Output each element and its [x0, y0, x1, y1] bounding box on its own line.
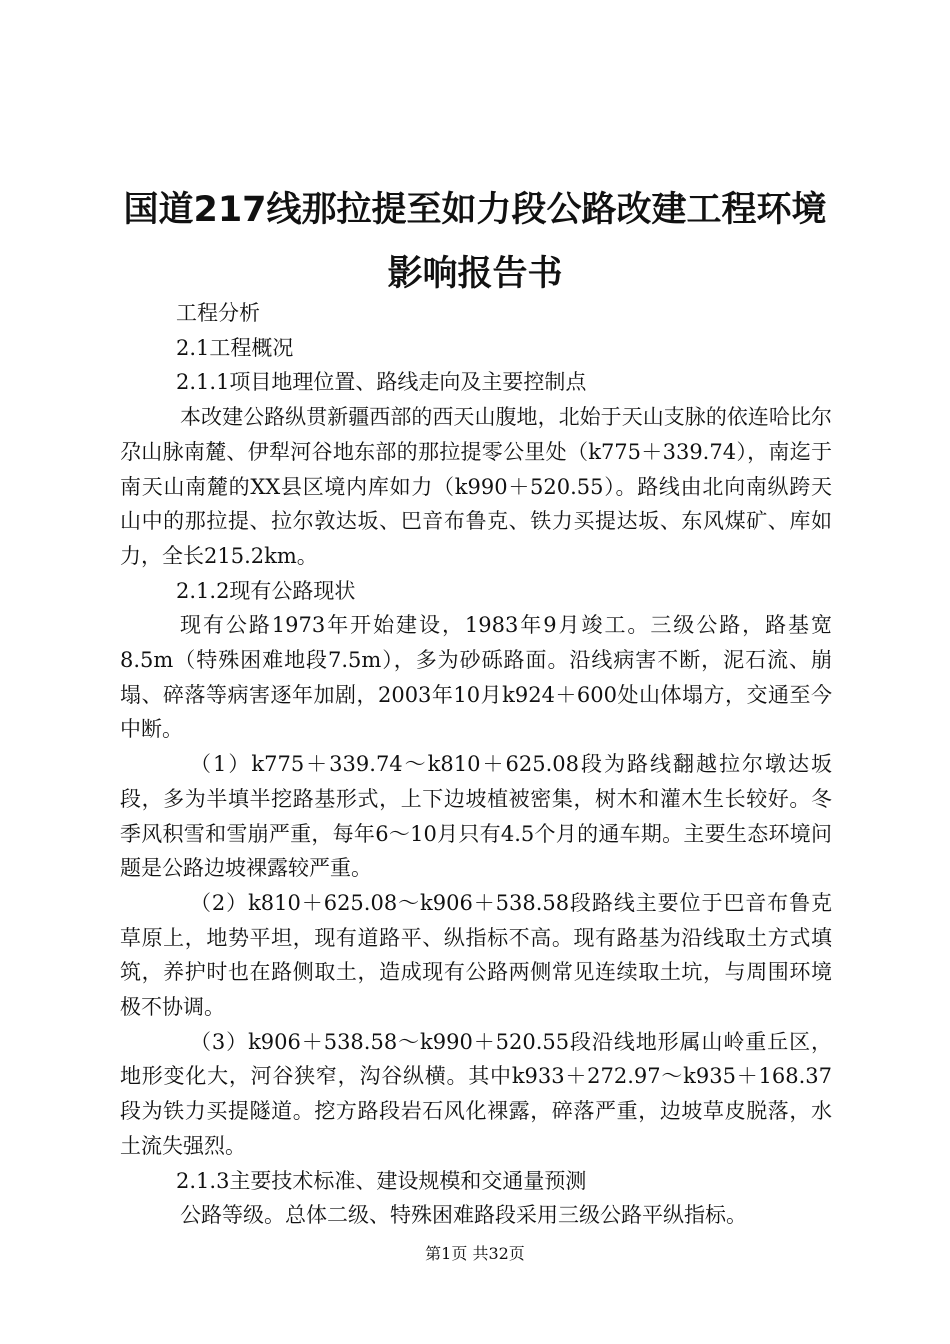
document-body — [120, 296, 832, 1233]
body-paragraph: 现有公路1973年开始建设，1983年9月竣工。三级公路，路基宽8.5m（特殊困难地段7.5m），多为砂砾路面。沿线病害不断，泥石流、崩塌、碎落等病害逐年加剧，2003年10月k924＋600处山体塌方，交通至今中断。 — [120, 613, 832, 742]
body-paragraph: （1）k775＋339.74～k810＋625.08段为路线翻越拉尔墩达坂段，多为半填半挖路基形式，上下边坡植被密集，树木和灌木生长较好。冬季风积雪和雪崩严重，每年6～10月只有4.5个月的通车期。主要生态环境问题是公路边坡裸露较严重。 — [120, 752, 832, 881]
section-heading: 工程分析 — [176, 301, 260, 325]
body-paragraph: 本改建公路纵贯新疆西部的西天山腹地，北始于天山支脉的依连哈比尔尕山脉南麓、伊犁河谷地东部的那拉提零公里处（k775＋339.74），南迄于南天山南麓的XX县区境内库如力（k990＋520.55）。路线由北向南纵跨天山中的那拉提、拉尔敦达坂、巴音布鲁克、铁力买提达坂、东风煤矿、库如力，全长215.2km。 — [120, 405, 832, 568]
section-heading: 2.1.2现有公路现状 — [176, 578, 356, 603]
section-heading: 2.1工程概况 — [176, 335, 294, 360]
body-paragraph: 公路等级。总体二级、特殊困难路段采用三级公路平纵指标。 — [180, 1203, 747, 1228]
body-paragraph: （2）k810＋625.08～k906＋538.58段路线主要位于巴音布鲁克草原上，地势平坦，现有道路平、纵指标不高。现有路基为沿线取土方式填筑，养护时也在路侧取土，造成现有公路两侧常见连续取土坑，与周围环境极不协调。 — [120, 890, 832, 1020]
section-heading: 2.1.3主要技术标准、建设规模和交通量预测 — [176, 1168, 587, 1193]
section-heading: 2.1.1项目地理位置、路线走向及主要控制点 — [176, 370, 587, 395]
page-footer: 第1页 共32页 — [425, 1244, 525, 1263]
document-title: 国道217线那拉提至如力段公路改建工程环境影响报告书 — [123, 190, 827, 294]
body-paragraph: （3）k906＋538.58～k990＋520.55段沿线地形属山岭重丘区，地形变化大，河谷狭窄，沟谷纵横。其中k933＋272.97～k935＋168.37段为铁力买提隧道。挖方路段岩石风化裸露，碎落严重，边坡草皮脱落，水土流失强烈。 — [120, 1029, 832, 1158]
